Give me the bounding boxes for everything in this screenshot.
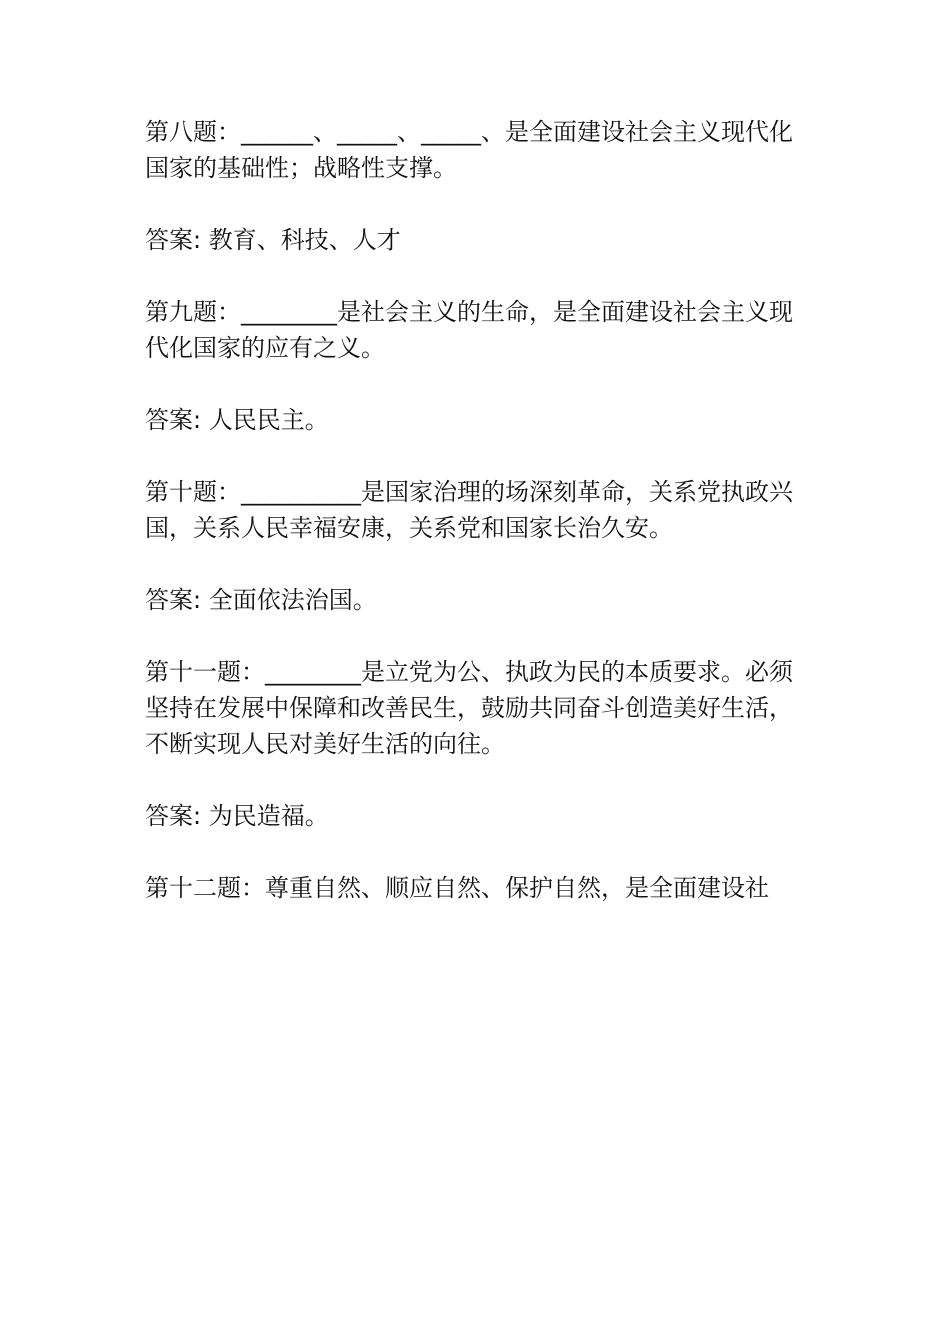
document-content — [145, 114, 810, 942]
question-11: 第十一题：________是立党为公、执政为民的本质要求。必须坚持在发展中保障和改善民生，鼓励共同奋斗创造美好生活，不断实现人民对美好生活的向往。 — [145, 658, 793, 758]
question-9: 第九题：________是社会主义的生命，是全面建设社会主义现代化国家的应有之义。 — [145, 298, 793, 362]
question-8: 第八题：______、_____、_____、是全面建设社会主义现代化国家的基础性；战略性支撑。 — [145, 118, 793, 182]
answer-10: 答案: 全面依法治国。 — [145, 586, 377, 614]
answer-11: 答案: 为民造福。 — [145, 802, 329, 830]
answer-8: 答案: 教育、科技、人才 — [145, 226, 401, 254]
answer-9: 答案: 人民民主。 — [145, 406, 329, 434]
question-10: 第十题：__________是国家治理的场深刻革命，关系党执政兴国，关系人民幸福安康，关系党和国家长治久安。 — [145, 478, 793, 542]
question-12: 第十二题：尊重自然、顺应自然、保护自然，是全面建设社 — [145, 874, 769, 902]
